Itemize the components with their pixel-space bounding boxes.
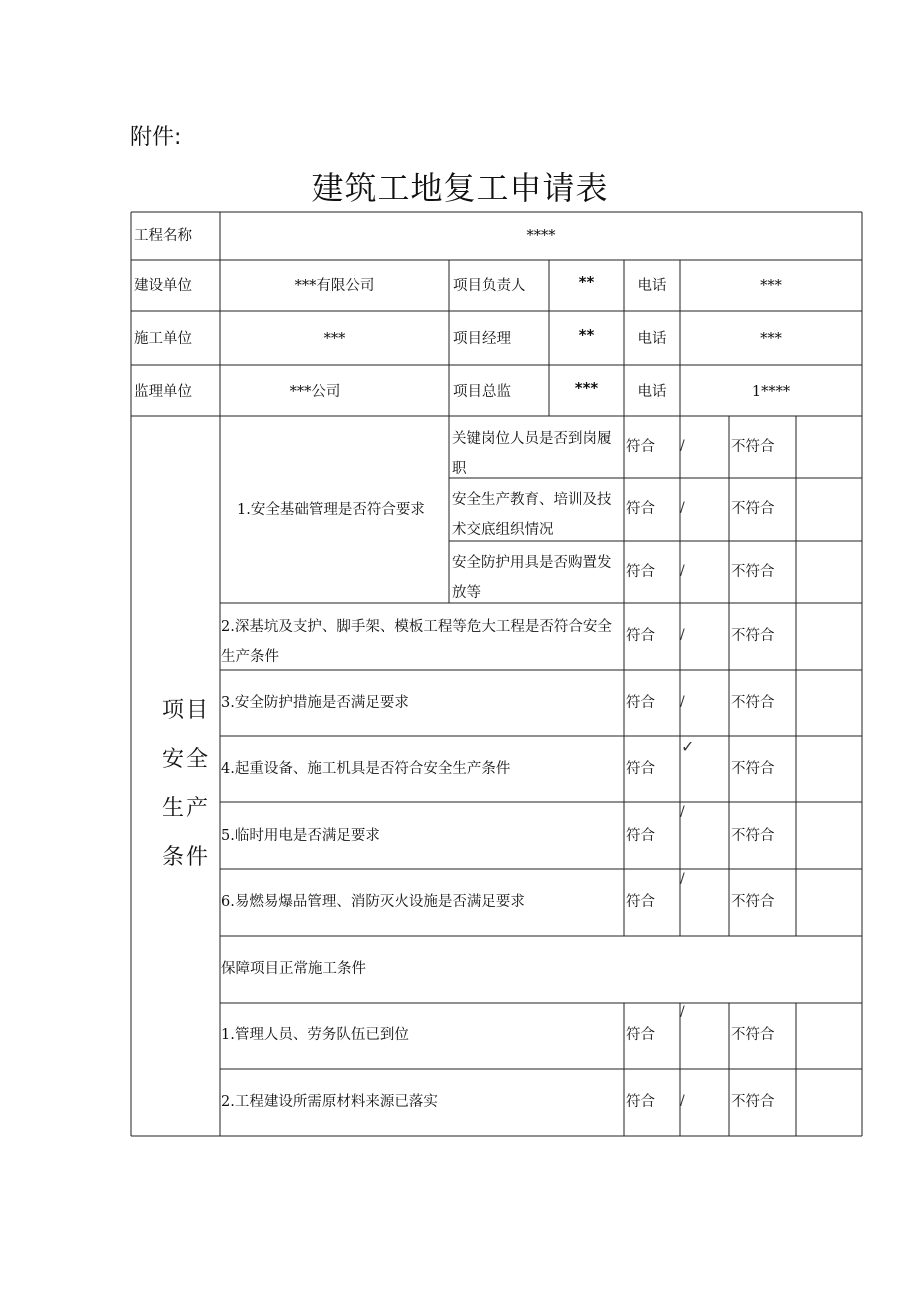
- manager-value: **: [578, 326, 595, 344]
- item-no: 不符合: [731, 761, 775, 777]
- item-yes: 符合: [626, 695, 655, 711]
- sub-item-yes: 符合: [626, 564, 655, 580]
- item-no: 不符合: [731, 894, 775, 910]
- supervisor-phone-value: 1****: [751, 384, 791, 400]
- item-mark: /: [680, 804, 685, 820]
- sub-item-text: 安全生产教育、培训及技术交底组织情况: [452, 492, 612, 538]
- normal-item-mark: /: [680, 1004, 685, 1020]
- item-yes: 符合: [626, 894, 655, 910]
- sub-item-no: 不符合: [731, 501, 775, 517]
- chief-value: ***: [574, 379, 599, 397]
- item-yes: 符合: [626, 628, 655, 644]
- chief-label: 项目总监: [453, 384, 511, 400]
- normal-item-no: 不符合: [731, 1094, 775, 1110]
- sub-item-text: 关键岗位人员是否到岗履职: [452, 431, 612, 477]
- sub-item-no: 不符合: [731, 439, 775, 455]
- supervisor-value: ***公司: [289, 384, 341, 400]
- item-yes: 符合: [626, 828, 655, 844]
- builder-leader-label: 项目负责人: [453, 278, 526, 294]
- item-mark: /: [680, 871, 685, 887]
- builder-value: ***有限公司: [294, 278, 375, 294]
- item-no: 不符合: [731, 828, 775, 844]
- contractor-value: ***: [323, 331, 346, 347]
- normal-item-text: 2.工程建设所需原材料来源已落实: [221, 1094, 438, 1110]
- normal-item-yes: 符合: [626, 1027, 655, 1043]
- manager-label: 项目经理: [453, 331, 511, 347]
- sub-item-text: 安全防护用具是否购置发放等: [452, 555, 612, 601]
- builder-phone-label: 电话: [637, 278, 667, 294]
- mgmt-item: 1.安全基础管理是否符合要求: [237, 502, 425, 518]
- normal-item-text: 1.管理人员、劳务队伍已到位: [221, 1027, 409, 1043]
- item-no: 不符合: [731, 628, 775, 644]
- supervisor-label: 监理单位: [134, 384, 192, 400]
- project-name-label: 工程名称: [134, 228, 192, 244]
- sub-item-yes: 符合: [626, 501, 655, 517]
- builder-phone-value: ***: [760, 278, 782, 294]
- normal-item-no: 不符合: [731, 1027, 775, 1043]
- normal-item-mark: /: [680, 1093, 685, 1109]
- item-text: 5.临时用电是否满足要求: [221, 828, 380, 844]
- section-label: 项目安全生产条件: [161, 698, 210, 870]
- sub-item-mark: /: [680, 563, 685, 579]
- item-mark: /: [680, 627, 685, 643]
- contractor-phone-label: 电话: [637, 331, 667, 347]
- check-mark-icon: ✓: [681, 737, 695, 756]
- item-text: 4.起重设备、施工机具是否符合安全生产条件: [221, 761, 511, 777]
- contractor-phone-value: ***: [760, 331, 782, 347]
- supervisor-phone-label: 电话: [637, 384, 667, 400]
- item-text: 3.安全防护措施是否满足要求: [221, 695, 409, 711]
- item-text: 2.深基坑及支护、脚手架、模板工程等危大工程是否符合安全生产条件: [221, 619, 612, 665]
- builder-label: 建设单位: [134, 278, 192, 294]
- sub-item-no: 不符合: [731, 564, 775, 580]
- normal-item-yes: 符合: [626, 1094, 655, 1110]
- item-text: 6.易燃易爆品管理、消防灭火设施是否满足要求: [221, 894, 525, 910]
- item-no: 不符合: [731, 695, 775, 711]
- sub-item-mark: /: [680, 500, 685, 516]
- form-title: 建筑工地复工申请表: [311, 169, 609, 207]
- sub-item-yes: 符合: [626, 439, 655, 455]
- normal-heading: 保障项目正常施工条件: [221, 961, 366, 977]
- item-mark: /: [680, 694, 685, 710]
- attachment-label: 附件:: [130, 125, 182, 150]
- contractor-label: 施工单位: [134, 331, 192, 347]
- project-name-value: ****: [526, 228, 556, 244]
- item-yes: 符合: [626, 761, 655, 777]
- sub-item-mark: /: [680, 438, 685, 454]
- builder-leader-value: **: [578, 273, 595, 291]
